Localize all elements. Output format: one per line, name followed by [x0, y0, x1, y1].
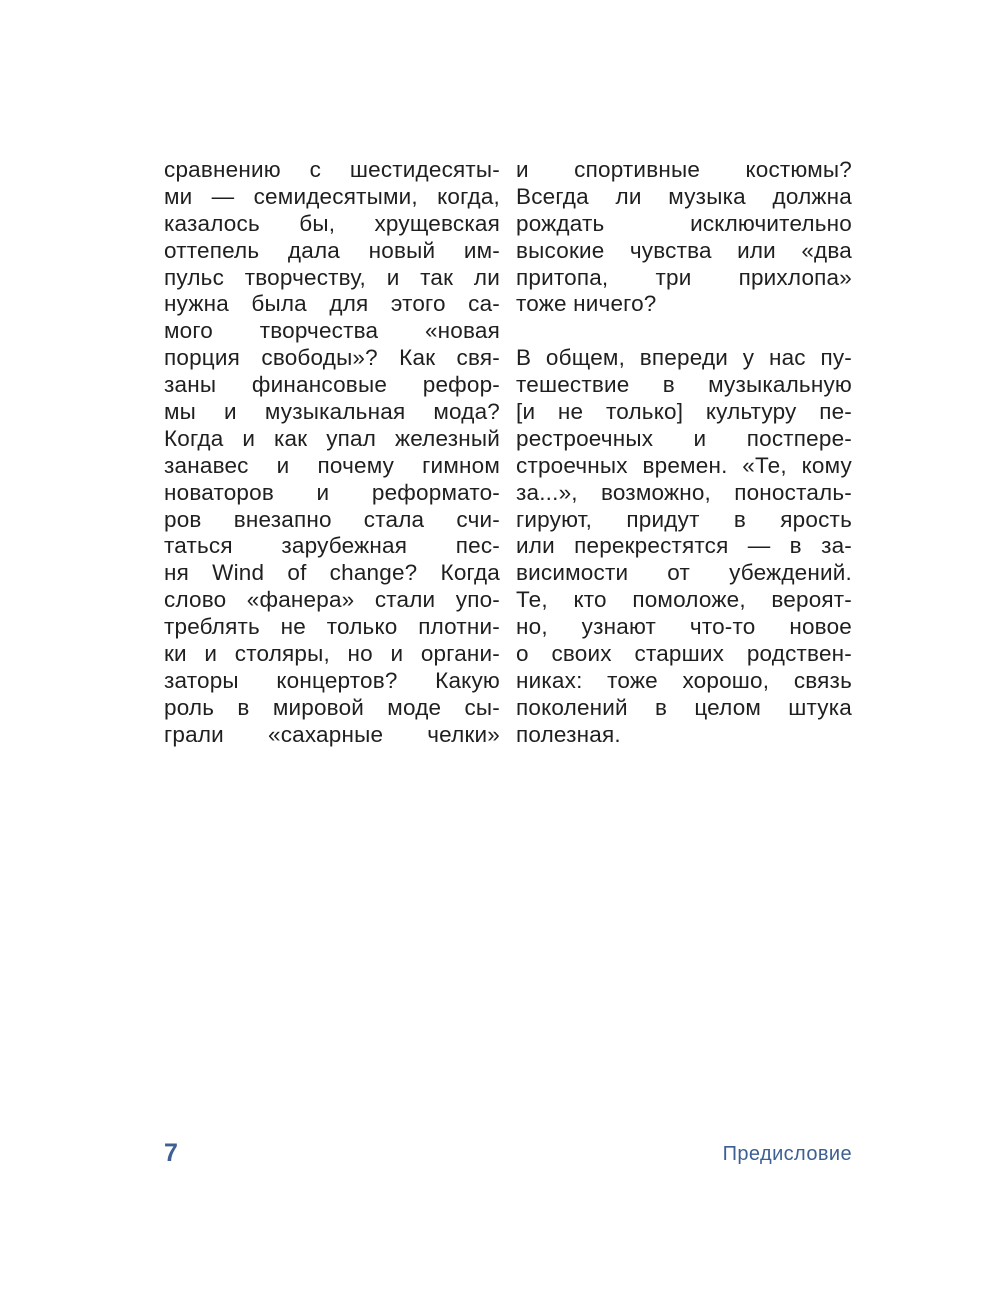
text-line: о своих старших родствен-	[516, 641, 852, 667]
text-line: занавес и почему гимном	[164, 452, 500, 478]
text-line: тешествие в музыкальную	[516, 372, 852, 398]
text-line: тоже ничего?	[516, 291, 657, 317]
text-line: никах: тоже хорошо, связь	[516, 667, 852, 693]
text-line: поколений в целом штука	[516, 694, 852, 720]
text-line: слово «фанера» стали упо-	[164, 587, 500, 613]
text-line: ня Wind of change? Когда	[164, 560, 500, 586]
text-line: мы и музыкальная мода?	[164, 399, 500, 425]
text-line: притопа, три прихлопа»	[516, 264, 852, 290]
text-line: нужна была для этого са-	[164, 291, 500, 317]
text-line: ки и столяры, но и органи-	[164, 641, 500, 667]
paragraph-gap	[516, 318, 852, 345]
text-line: ров внезапно стала счи-	[164, 506, 500, 532]
text-line: или перекрестятся — в за-	[516, 533, 852, 559]
text-line: строечных времен. «Те, кому	[516, 452, 852, 478]
text-line: треблять не только плотни-	[164, 614, 500, 640]
text-line: грали «сахарные челки»	[164, 721, 500, 747]
text-line: казалось бы, хрущевская	[164, 210, 500, 236]
paragraph-2	[516, 345, 852, 748]
page-number: 7	[164, 1139, 178, 1167]
text-line: высокие чувства или «два	[516, 237, 852, 263]
text-line: оттепель дала новый им-	[164, 237, 500, 263]
text-line: ми — семидесятыми, когда,	[164, 183, 500, 209]
text-line: порция свободы»? Как свя-	[164, 345, 500, 371]
text-line: полезная.	[516, 721, 621, 747]
text-line: пульс творчеству, и так ли	[164, 264, 500, 290]
text-line: заторы концертов? Какую	[164, 667, 500, 693]
text-line: но, узнают что-то новое	[516, 614, 852, 640]
running-section-title: Предисловие	[722, 1143, 852, 1165]
text-line: и спортивные костюмы?	[516, 157, 852, 182]
text-line: Те, кто помоложе, вероят-	[516, 587, 852, 613]
paragraph-1	[516, 157, 852, 318]
text-line: [и не только] культуру пе-	[516, 399, 852, 425]
text-line: гируют, придут в ярость	[516, 506, 852, 532]
text-line: мого творчества «новая	[164, 318, 500, 344]
left-text-column	[164, 157, 500, 749]
text-line: висимости от убеждений.	[516, 560, 852, 586]
text-line: рестроечных и постпере-	[516, 425, 852, 451]
text-line: новаторов и реформато-	[164, 479, 500, 505]
text-line: Когда и как упал железный	[164, 425, 500, 451]
text-line: таться зарубежная пес-	[164, 533, 500, 559]
text-line: сравнению с шестидесяты-	[164, 157, 500, 182]
text-line: роль в мировой моде сы-	[164, 694, 500, 720]
text-line: за...», возможно, поносталь-	[516, 479, 852, 505]
text-line: заны финансовые рефор-	[164, 372, 500, 398]
text-line: В общем, впереди у нас пу-	[516, 345, 852, 371]
text-line: Всегда ли музыка должна	[516, 183, 852, 209]
text-line: рождать исключительно	[516, 210, 852, 236]
right-text-column	[516, 157, 852, 749]
